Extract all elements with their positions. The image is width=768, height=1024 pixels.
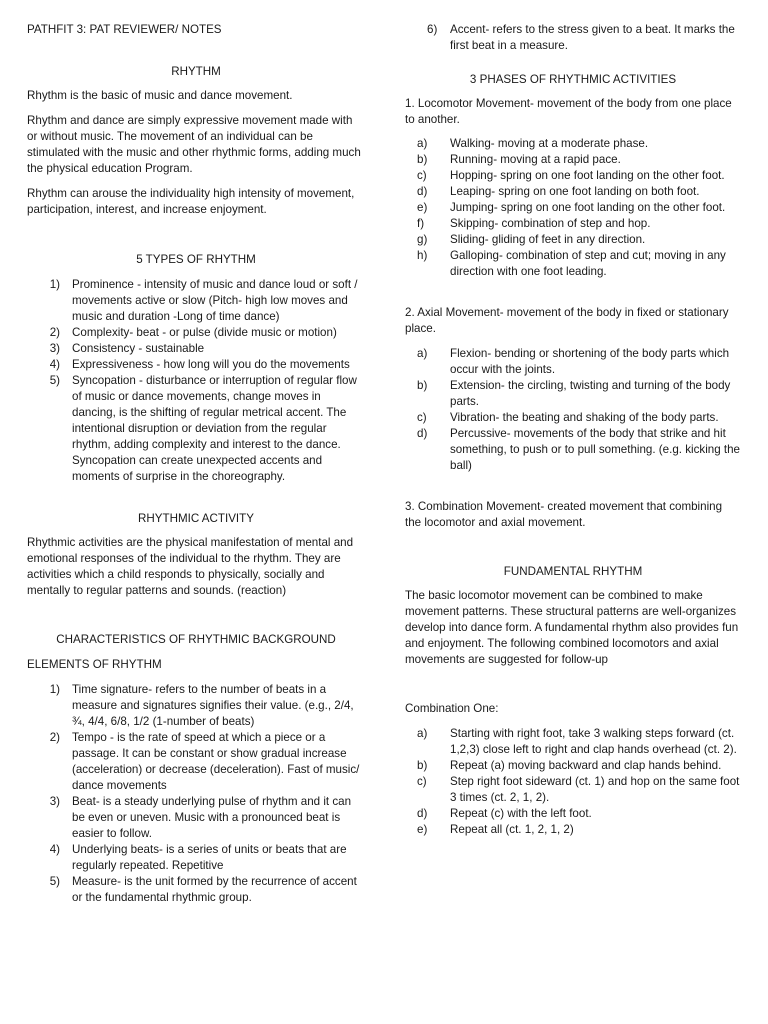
types-of-rhythm-heading: 5 TYPES OF RHYTHM xyxy=(136,253,256,266)
list-item-text: Syncopation - disturbance or interruption of regular flow of music or dance movements, change moves in dancing, is the shifting of regular metrical accent. The intentional disruption or deviation from the regular rhythm, adding complexity and interest to the dance. Syncopation can create unexpected accents and moments of surprise in the choreography. xyxy=(72,374,357,483)
list-marker: e) xyxy=(417,823,428,836)
rhythmic-activity-heading: RHYTHMIC ACTIVITY xyxy=(138,512,254,525)
list-item-text: Running- moving at a rapid pace. xyxy=(450,153,621,166)
list-item xyxy=(27,842,365,874)
list-item xyxy=(27,874,365,906)
list-item xyxy=(27,341,365,357)
combination-paragraph: 3. Combination Movement- created movement that combining the locomotor and axial movement. xyxy=(405,500,723,529)
list-item xyxy=(405,136,741,152)
list-item-text: Consistency - sustainable xyxy=(72,342,205,355)
list-marker: 2) xyxy=(49,326,60,339)
list-marker: 5) xyxy=(49,374,60,387)
phases-heading: 3 PHASES OF RHYTHMIC ACTIVITIES xyxy=(469,73,677,86)
list-item-text: Repeat (a) moving backward and clap hands behind. xyxy=(450,759,722,772)
list-marker: c) xyxy=(417,775,427,788)
list-item xyxy=(405,774,741,806)
list-item xyxy=(405,346,741,378)
list-marker: a) xyxy=(417,347,428,360)
list-item xyxy=(27,325,365,341)
fundamental-rhythm-paragraph: The basic locomotor movement can be combined to make movement patterns. These structural patterns are well-organizes develop into dance form. A fundamental rhythm also provides fun and enjoyment. The following combined locomotors and axial movements are suggested for follow-up xyxy=(405,589,739,666)
list-item-text: Underlying beats- is a series of units or beats that are regularly repeated. Repetitive xyxy=(72,843,347,872)
list-marker: e) xyxy=(417,201,428,214)
list-item xyxy=(27,277,365,325)
list-item-text: Percussive- movements of the body that strike and hit something, to push or to pull something. (e.g. kicking the ball) xyxy=(450,427,741,472)
list-item-text: Prominence - intensity of music and dance loud or soft / movements active or slow (Pitch- high low moves and music and duration -Long of time dance) xyxy=(72,278,358,323)
list-item xyxy=(27,373,365,485)
list-marker: b) xyxy=(417,153,428,166)
list-item xyxy=(405,200,741,216)
list-marker: 5) xyxy=(49,875,60,888)
list-item-text: Beat- is a steady underlying pulse of rhythm and it can be even or uneven. Music with a pronounced beat is easier to follow. xyxy=(72,795,352,840)
list-marker: 1) xyxy=(49,683,60,696)
locomotor-paragraph: 1. Locomotor Movement- movement of the body from one place to another. xyxy=(405,97,732,126)
list-item xyxy=(405,216,741,232)
elements-of-rhythm-continued-list xyxy=(405,22,741,54)
list-item-text: Complexity- beat - or pulse (divide music or motion) xyxy=(72,326,337,339)
list-item-text: Tempo - is the rate of speed at which a piece or a passage. It can be constant or show gradual increase (acceleration) or decrease (deceleration). Fast of music/ dance movements xyxy=(72,731,360,792)
list-item xyxy=(405,758,741,774)
list-item xyxy=(27,357,365,373)
axial-paragraph: 2. Axial Movement- movement of the body in fixed or stationary place. xyxy=(405,306,729,335)
list-item xyxy=(405,232,741,248)
locomotor-list xyxy=(405,136,741,280)
list-item-text: Walking- moving at a moderate phase. xyxy=(450,137,649,150)
list-marker: 3) xyxy=(49,795,60,808)
list-item xyxy=(405,806,741,822)
list-item-text: Jumping- spring on one foot landing on the other foot. xyxy=(450,201,726,214)
document-title: PATHFIT 3: PAT REVIEWER/ NOTES xyxy=(27,23,222,36)
list-marker: h) xyxy=(417,249,428,262)
list-item xyxy=(405,152,741,168)
list-item-text: Repeat (c) with the left foot. xyxy=(450,807,592,820)
list-item xyxy=(405,378,741,410)
list-item xyxy=(405,726,741,758)
list-item-text: Starting with right foot, take 3 walking steps forward (ct. 1,2,3) close left to right and clap hands overhead (ct. 2). xyxy=(450,727,737,756)
rhythm-paragraph-3: Rhythm can arouse the individuality high intensity of movement, participation, interest, and increase enjoyment. xyxy=(27,187,355,216)
list-marker: d) xyxy=(417,427,428,440)
list-item-text: Galloping- combination of step and cut; moving in any direction with one foot leading. xyxy=(450,249,726,278)
list-marker: c) xyxy=(417,169,427,182)
list-marker: 1) xyxy=(49,278,60,291)
list-marker: a) xyxy=(417,137,428,150)
list-item-text: Leaping- spring on one foot landing on both foot. xyxy=(450,185,700,198)
list-item xyxy=(405,410,741,426)
list-item-text: Accent- refers to the stress given to a beat. It marks the first beat in a measure. xyxy=(450,23,735,52)
axial-list xyxy=(405,346,741,474)
rhythm-paragraph-1: Rhythm is the basic of music and dance movement. xyxy=(27,89,293,102)
list-marker: g) xyxy=(417,233,428,246)
list-item xyxy=(405,22,741,54)
elements-of-rhythm-heading: ELEMENTS OF RHYTHM xyxy=(27,658,162,671)
list-item-text: Skipping- combination of step and hop. xyxy=(450,217,651,230)
list-item-text: Hopping- spring on one foot landing on the other foot. xyxy=(450,169,725,182)
combination-one-heading: Combination One: xyxy=(405,702,499,715)
list-item-text: Expressiveness - how long will you do the movements xyxy=(72,358,350,371)
list-marker: b) xyxy=(417,759,428,772)
list-marker: f) xyxy=(417,217,425,230)
rhythm-paragraph-2: Rhythm and dance are simply expressive movement made with or without music. The movement of an individual can be stimulated with the music and other rhythmic forms, adding much the physical education Program. xyxy=(27,114,361,175)
right-column xyxy=(405,22,741,838)
list-item xyxy=(27,730,365,794)
list-item xyxy=(405,822,741,838)
list-item-text: Vibration- the beating and shaking of the body parts. xyxy=(450,411,719,424)
list-item-text: Step right foot sideward (ct. 1) and hop on the same foot 3 times (ct. 2, 1, 2). xyxy=(450,775,740,804)
list-item xyxy=(405,168,741,184)
list-item-text: Sliding- gliding of feet in any direction. xyxy=(450,233,646,246)
list-marker: c) xyxy=(417,411,427,424)
list-marker: d) xyxy=(417,185,428,198)
list-item xyxy=(27,682,365,730)
list-marker: 3) xyxy=(49,342,60,355)
list-marker: 2) xyxy=(49,731,60,744)
list-item-text: Repeat all (ct. 1, 2, 1, 2) xyxy=(450,823,574,836)
list-item xyxy=(27,794,365,842)
combination-one-list xyxy=(405,726,741,838)
elements-of-rhythm-list xyxy=(27,682,365,906)
list-item-text: Extension- the circling, twisting and turning of the body parts. xyxy=(450,379,731,408)
types-of-rhythm-list xyxy=(27,277,365,485)
list-marker: a) xyxy=(417,727,428,740)
list-item-text: Flexion- bending or shortening of the body parts which occur with the joints. xyxy=(450,347,730,376)
list-item-text: Measure- is the unit formed by the recurrence of accent or the fundamental rhythmic group. xyxy=(72,875,357,904)
list-marker: b) xyxy=(417,379,428,392)
rhythmic-activity-paragraph: Rhythmic activities are the physical manifestation of mental and emotional responses of the individual to the rhythm. They are activities which a child responds to physically, socially and mentally to regular patterns and sounds. (reaction) xyxy=(27,536,354,597)
list-marker: 4) xyxy=(49,843,60,856)
list-item xyxy=(405,184,741,200)
list-item xyxy=(405,248,741,280)
characteristics-heading: CHARACTERISTICS OF RHYTHMIC BACKGROUND xyxy=(56,633,336,646)
list-marker: 4) xyxy=(49,358,60,371)
list-item-text: Time signature- refers to the number of beats in a measure and signatures signifies their value. (e.g., 2/4, ¾, 4/4, 6/8, 1/2 (1-number of beats) xyxy=(72,683,354,728)
left-column xyxy=(27,22,365,906)
list-marker: 6) xyxy=(427,23,438,36)
list-item xyxy=(405,426,741,474)
list-marker: d) xyxy=(417,807,428,820)
fundamental-rhythm-heading: FUNDAMENTAL RHYTHM xyxy=(503,565,643,578)
rhythm-heading: RHYTHM xyxy=(171,65,221,78)
